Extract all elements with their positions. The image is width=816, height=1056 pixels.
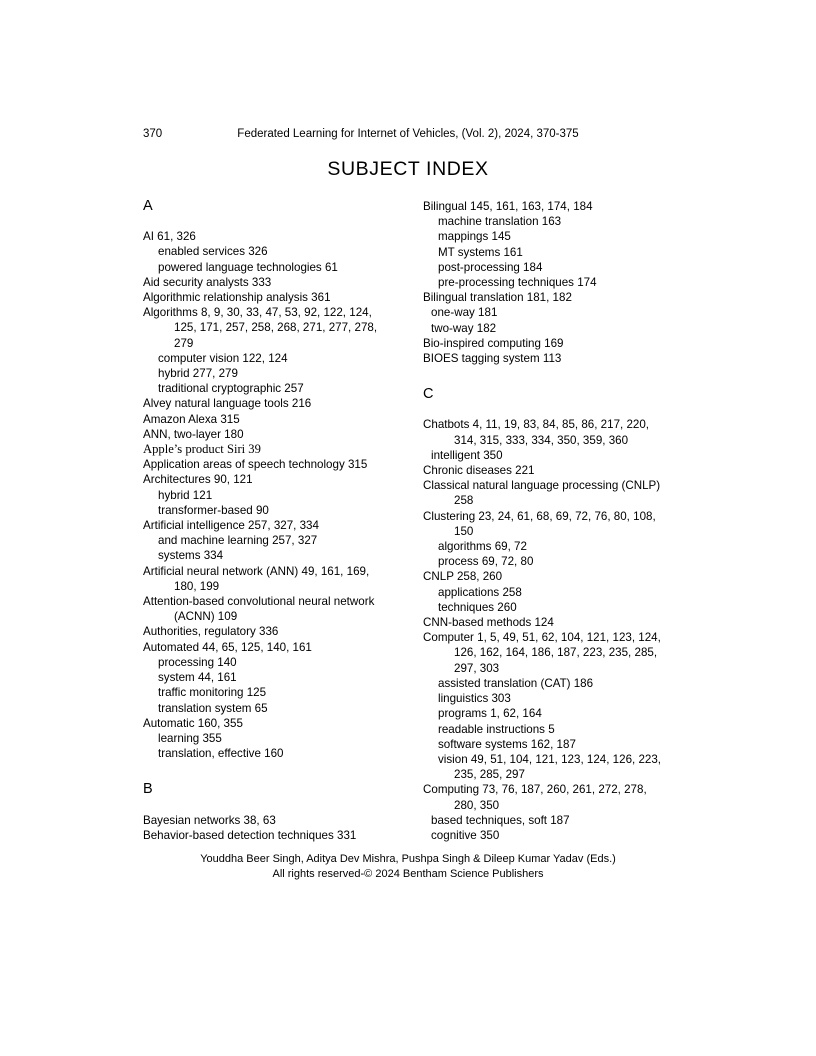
index-entry: processing 140 bbox=[158, 655, 237, 669]
index-entry: 235, 285, 297 bbox=[454, 768, 525, 782]
page-number: 370 bbox=[143, 128, 163, 140]
index-entry: Amazon Alexa 315 bbox=[143, 412, 240, 426]
index-entry: mappings 145 bbox=[438, 230, 511, 244]
index-entry: readable instructions 5 bbox=[438, 722, 555, 736]
index-entry: 125, 171, 257, 258, 268, 271, 277, 278, bbox=[174, 321, 378, 335]
index-entry: CNLP 258, 260 bbox=[423, 570, 503, 584]
index-entry: Behavior-based detection techniques 331 bbox=[143, 828, 357, 842]
index-entry: applications 258 bbox=[438, 585, 522, 599]
index-entry: ANN, two-layer 180 bbox=[143, 427, 244, 441]
index-entry: pre-processing techniques 174 bbox=[438, 276, 597, 290]
index-entry: Computing 73, 76, 187, 260, 261, 272, 278, bbox=[423, 783, 647, 797]
index-columns bbox=[143, 199, 675, 843]
index-column-right bbox=[423, 199, 675, 843]
index-entry: computer vision 122, 124 bbox=[158, 351, 288, 365]
index-entry: Apple’s product Siri 39 bbox=[143, 442, 261, 457]
index-entry: intelligent 350 bbox=[431, 448, 503, 462]
index-entry: Application areas of speech technology 315 bbox=[143, 458, 368, 472]
index-entry: Bilingual translation 181, 182 bbox=[423, 291, 572, 305]
index-entry: Authorities, regulatory 336 bbox=[143, 625, 279, 639]
index-column-left bbox=[143, 199, 395, 843]
footer-copyright: All rights reserved-© 2024 Bentham Science Publishers bbox=[272, 868, 544, 880]
index-entry: traffic monitoring 125 bbox=[158, 686, 267, 700]
index-entry: systems 334 bbox=[158, 549, 224, 563]
index-entry: Artificial intelligence 257, 327, 334 bbox=[143, 519, 319, 533]
index-entry: 314, 315, 333, 334, 350, 359, 360 bbox=[454, 433, 629, 447]
index-entry: algorithms 69, 72 bbox=[438, 540, 527, 554]
index-entry: 126, 162, 164, 186, 187, 223, 235, 285, bbox=[454, 646, 658, 660]
index-entry: Algorithmic relationship analysis 361 bbox=[143, 291, 331, 305]
index-entry: Chronic diseases 221 bbox=[423, 464, 535, 478]
index-entry: Clustering 23, 24, 61, 68, 69, 72, 76, 80, 108, bbox=[423, 509, 656, 523]
section-header: C bbox=[423, 386, 434, 403]
index-entry: Bio-inspired computing 169 bbox=[423, 336, 564, 350]
index-entry: enabled services 326 bbox=[158, 245, 268, 259]
index-entry: Artificial neural network (ANN) 49, 161, 169, bbox=[143, 564, 370, 578]
index-entry: linguistics 303 bbox=[438, 692, 511, 706]
index-entry: assisted translation (CAT) 186 bbox=[438, 676, 594, 690]
footer-editors: Youddha Beer Singh, Aditya Dev Mishra, Pushpa Singh & Dileep Kumar Yadav (Eds.) bbox=[200, 853, 616, 865]
index-entry: Architectures 90, 121 bbox=[143, 473, 253, 487]
running-title: Federated Learning for Internet of Vehicles, (Vol. 2), 2024, 370-375 bbox=[237, 128, 579, 140]
index-entry: system 44, 161 bbox=[158, 671, 237, 685]
index-entry: AI 61, 326 bbox=[143, 230, 196, 244]
index-entry: two-way 182 bbox=[431, 321, 497, 335]
index-entry: MT systems 161 bbox=[438, 245, 523, 259]
index-entry: machine translation 163 bbox=[438, 215, 562, 229]
index-entry: techniques 260 bbox=[438, 600, 517, 614]
index-entry: translation, effective 160 bbox=[158, 747, 284, 761]
index-entry: CNN-based methods 124 bbox=[423, 616, 554, 630]
index-entry: Aid security analysts 333 bbox=[143, 275, 272, 289]
section-header: A bbox=[143, 198, 153, 214]
section-header: B bbox=[143, 781, 153, 798]
index-entry: Classical natural language processing (CNLP) bbox=[423, 479, 661, 493]
index-entry: 180, 199 bbox=[174, 579, 220, 593]
index-entry: learning 355 bbox=[158, 731, 222, 745]
index-entry: traditional cryptographic 257 bbox=[158, 382, 304, 396]
index-entry: Bayesian networks 38, 63 bbox=[143, 813, 276, 827]
page-title: SUBJECT INDEX bbox=[327, 158, 489, 180]
index-entry: 150 bbox=[454, 524, 474, 538]
index-entry: based techniques, soft 187 bbox=[431, 813, 570, 827]
index-entry: 258 bbox=[454, 494, 474, 508]
index-entry: (ACNN) 109 bbox=[174, 610, 238, 624]
index-entry: Computer 1, 5, 49, 51, 62, 104, 121, 123, 124, bbox=[423, 631, 661, 645]
page-header bbox=[143, 127, 673, 142]
index-entry: hybrid 277, 279 bbox=[158, 367, 238, 381]
index-entry: BIOES tagging system 113 bbox=[423, 352, 562, 366]
index-entry: Automated 44, 65, 125, 140, 161 bbox=[143, 640, 312, 654]
index-entry: Bilingual 145, 161, 163, 174, 184 bbox=[423, 200, 593, 213]
index-entry: Automatic 160, 355 bbox=[143, 716, 243, 730]
index-entry: Chatbots 4, 11, 19, 83, 84, 85, 86, 217, 220, bbox=[423, 418, 650, 432]
index-entry: vision 49, 51, 104, 121, 123, 124, 126, 223, bbox=[438, 752, 662, 766]
index-entry: cognitive 350 bbox=[431, 828, 500, 842]
index-entry: process 69, 72, 80 bbox=[438, 555, 534, 569]
index-entry: and machine learning 257, 327 bbox=[158, 534, 318, 548]
index-entry: Attention-based convolutional neural network bbox=[143, 595, 375, 609]
index-entry: software systems 162, 187 bbox=[438, 737, 576, 751]
index-entry: hybrid 121 bbox=[158, 488, 213, 502]
index-entry: translation system 65 bbox=[158, 701, 268, 715]
index-entry: 297, 303 bbox=[454, 661, 500, 675]
index-entry: 279 bbox=[174, 336, 194, 350]
index-entry: 280, 350 bbox=[454, 798, 500, 812]
index-entry: Algorithms 8, 9, 30, 33, 47, 53, 92, 122, 124, bbox=[143, 306, 372, 320]
index-entry: transformer-based 90 bbox=[158, 503, 269, 517]
page-footer bbox=[0, 852, 816, 882]
index-entry: programs 1, 62, 164 bbox=[438, 707, 542, 721]
index-entry: powered language technologies 61 bbox=[158, 260, 338, 274]
index-entry: post-processing 184 bbox=[438, 260, 543, 274]
index-entry: Alvey natural language tools 216 bbox=[143, 397, 312, 411]
index-entry: one-way 181 bbox=[431, 306, 498, 320]
